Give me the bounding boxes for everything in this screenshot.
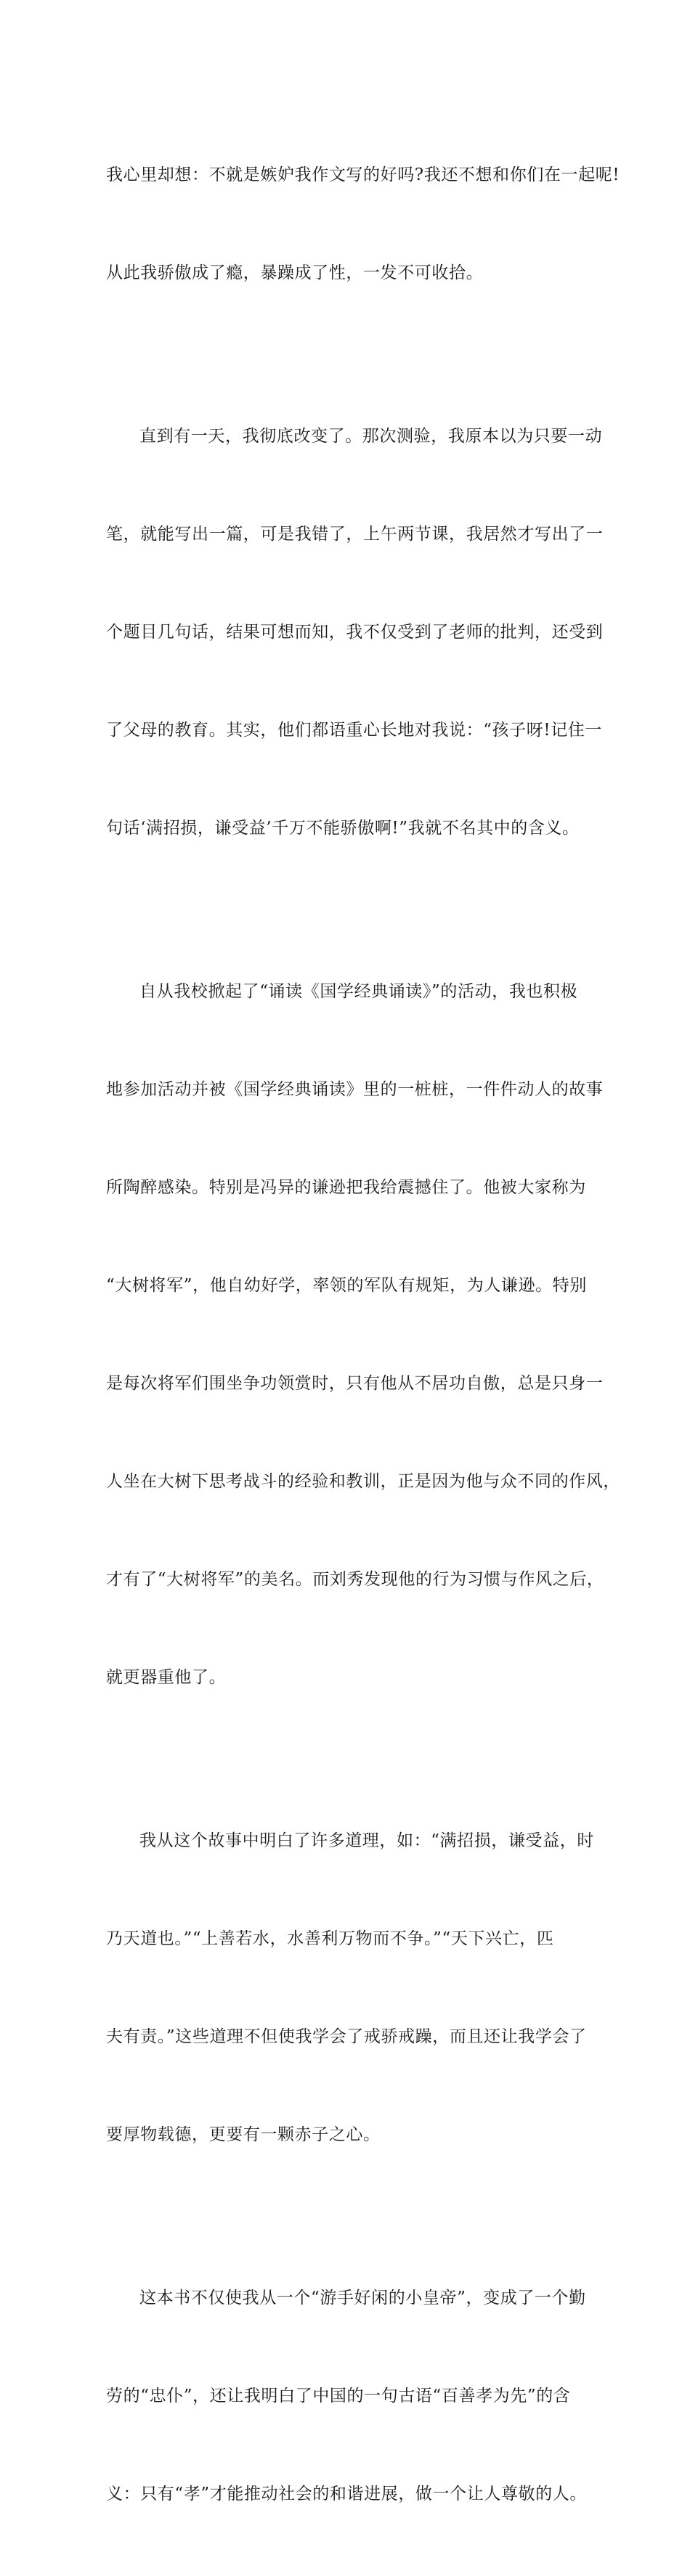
text-line: 个题目几句话，结果可想而知，我不仅受到了老师的批判，还受到 bbox=[106, 623, 604, 642]
text-line: 我从这个故事中明白了许多道理，如：“满招损，谦受益，时 bbox=[139, 1831, 594, 1850]
paragraph-2 bbox=[106, 355, 604, 910]
text-line: 句话‘满招损，谦受益’千万不能骄傲啊!”我就不名其中的含义。 bbox=[106, 819, 580, 838]
text-line: 要厚物载德，更要有一颗赤子之心。 bbox=[106, 2125, 381, 2144]
text-line: 直到有一天，我彻底改变了。那次测验，我原本以为只要一动 bbox=[139, 427, 603, 446]
text-line: 义：只有“孝”才能推动社会的和谐进展，做一个让人尊敬的人。 bbox=[106, 2485, 587, 2503]
text-line: 自从我校掀起了“诵读《国学经典诵读》”的活动，我也积极 bbox=[139, 982, 578, 1001]
text-line: 了父母的教育。其实，他们都语重心长地对我说：“孩子呀!记住一 bbox=[106, 721, 603, 740]
text-line: “大树将军”，他自幼好学，率领的军队有规矩，为人谦逊。特别 bbox=[106, 1276, 587, 1295]
paragraph-3 bbox=[106, 910, 620, 1759]
paragraph-4 bbox=[106, 1759, 596, 2217]
text-line: 地参加活动并被《国学经典诵读》里的一桩桩，一件件动人的故事 bbox=[106, 1080, 604, 1099]
text-line: 这本书不仅使我从一个“游手好闲的小皇帝”，变成了一个勤 bbox=[139, 2289, 586, 2307]
text-line: 劳的“忠仆”，还让我明白了中国的一句古语“百善孝为先”的含 bbox=[106, 2387, 571, 2405]
text-line: 乃天道也。”“上善若水，水善利万物而不争。”“天下兴亡，匹 bbox=[106, 1929, 554, 1948]
paragraph-1 bbox=[106, 94, 620, 355]
text-line: 夫有责。”这些道理不但使我学会了戒骄戒躁，而且还让我学会了 bbox=[106, 2027, 587, 2046]
text-line: 所陶醉感染。特别是冯异的谦逊把我给震撼住了。他被大家称为 bbox=[106, 1178, 586, 1197]
text-line: 是每次将军们围坐争功领赏时，只有他从不居功自傲，总是只身一 bbox=[106, 1374, 604, 1393]
article-body bbox=[106, 94, 620, 2576]
text-line: 就更器重他了。 bbox=[106, 1668, 227, 1687]
text-line: 笔，就能写出一篇，可是我错了，上午两节课，我居然才写出了一 bbox=[106, 525, 604, 544]
text-line: 才有了“大树将军”的美名。而刘秀发现他的行为习惯与作风之后， bbox=[106, 1570, 604, 1589]
paragraph-5 bbox=[106, 2217, 596, 2576]
text-line: 从此我骄傲成了瘾，暴躁成了性，一发不可收拾。 bbox=[106, 263, 484, 282]
text-line: 人坐在大树下思考战斗的经验和教训，正是因为他与众不同的作风， bbox=[106, 1472, 620, 1491]
text-line: 我心里却想：不就是嫉妒我作文写的好吗?我还不想和你们在一起呢! bbox=[106, 165, 620, 184]
